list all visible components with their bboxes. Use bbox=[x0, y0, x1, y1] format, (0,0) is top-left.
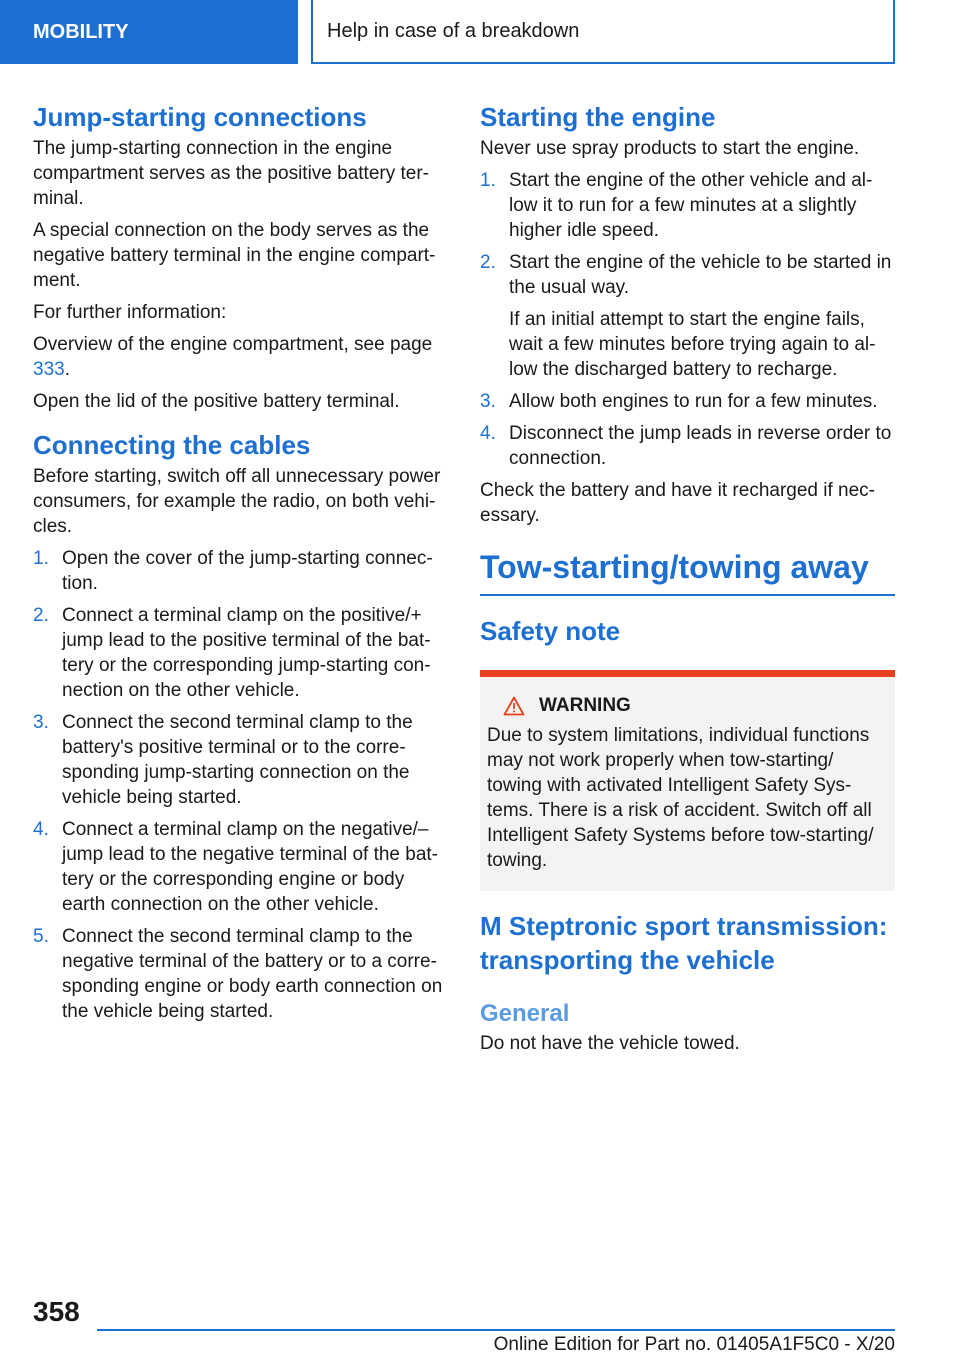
step-text: Connect a terminal clamp on the negative/– jump lead to the negative terminal of the bat‐tery or the corresponding engine or body earth connection on the other vehicle. bbox=[62, 819, 439, 915]
step-text: Open the cover of the jump-starting connec‐tion. bbox=[62, 548, 433, 594]
step-text: Connect the second terminal clamp to the negative terminal of the battery or to a corre‐sponding engine or body earth connection on the vehicle being started. bbox=[62, 926, 443, 1022]
heading-connecting-cables: Connecting the cables bbox=[33, 430, 311, 460]
step-number: 2. bbox=[33, 605, 49, 626]
warning-box bbox=[480, 670, 895, 891]
paragraph: Never use spray products to start the engine. bbox=[480, 138, 860, 159]
paragraph: Open the lid of the positive battery terminal. bbox=[33, 391, 400, 412]
paragraph: Check the battery and have it recharged if nec‐essary. bbox=[480, 480, 876, 526]
right-column bbox=[480, 100, 895, 1063]
step-text: Start the engine of the vehicle to be started in the usual way. bbox=[509, 252, 892, 298]
list-item bbox=[480, 168, 895, 243]
section-tab bbox=[0, 0, 298, 64]
paragraph-reference bbox=[33, 332, 448, 382]
paragraph: Do not have the vehicle towed. bbox=[480, 1033, 740, 1054]
step-number: 5. bbox=[33, 926, 49, 947]
step-number: 3. bbox=[33, 712, 49, 733]
reference-end: . bbox=[64, 359, 70, 380]
page-link[interactable]: 333 bbox=[33, 359, 65, 380]
list-item bbox=[33, 546, 448, 596]
list-item bbox=[33, 924, 448, 1024]
step-number: 1. bbox=[480, 170, 496, 191]
warning-header bbox=[503, 695, 887, 717]
list-item bbox=[33, 603, 448, 703]
paragraph: A special connection on the body serves as the negative battery terminal in the engine compart‐ment. bbox=[33, 220, 436, 291]
chapter-title: Help in case of a breakdown bbox=[327, 19, 580, 42]
warning-text: Due to system limitations, individual functions may not work properly when tow-starting/ towing with activated Intelligent Safety Sys‐tems. There is a risk of accident. Switch off all Intelligent Safety Systems before tow-starting/ towing. bbox=[487, 725, 874, 871]
step-text: Allow both engines to run for a few minutes. bbox=[509, 391, 878, 412]
page-number: 358 bbox=[33, 1296, 80, 1327]
step-text: Disconnect the jump leads in reverse order to connection. bbox=[509, 423, 892, 469]
step-number: 1. bbox=[33, 548, 49, 569]
heading-safety-note: Safety note bbox=[480, 616, 621, 646]
heading-m-steptronic: M Steptronic sport transmission: transporting the vehicle bbox=[480, 911, 888, 975]
heading-jump-starting-connections: Jump-starting connections bbox=[33, 102, 367, 132]
step-note: If an initial attempt to start the engine fails, wait a few minutes before trying again to al‐low the discharged battery to recharge. bbox=[509, 309, 876, 380]
step-text: Connect the second terminal clamp to the battery's positive terminal or to the corre‐sponding jump-starting connection on the vehicle being started. bbox=[62, 712, 413, 808]
step-number: 4. bbox=[33, 819, 49, 840]
heading-tow-starting: Tow-starting/towing away bbox=[480, 546, 895, 596]
list-item bbox=[480, 421, 895, 471]
heading-starting-engine: Starting the engine bbox=[480, 102, 716, 132]
heading-general: General bbox=[480, 1000, 570, 1027]
paragraph: The jump-starting connection in the engine compartment serves as the positive battery ter‐minal. bbox=[33, 138, 429, 209]
step-text: Start the engine of the other vehicle and al‐low it to run for a few minutes at a slightly higher idle speed. bbox=[509, 170, 873, 241]
engine-steps-list bbox=[480, 168, 895, 471]
list-item bbox=[480, 250, 895, 382]
paragraph: Before starting, switch off all unnecessary power consumers, for example the radio, on both vehi‐cles. bbox=[33, 466, 441, 537]
step-number: 2. bbox=[480, 252, 496, 273]
left-column bbox=[33, 100, 448, 1031]
warning-label: WARNING bbox=[539, 695, 631, 716]
list-item bbox=[480, 389, 895, 414]
step-number: 4. bbox=[480, 423, 496, 444]
warning-triangle-icon bbox=[503, 696, 525, 716]
paragraph: For further information: bbox=[33, 302, 227, 323]
cable-steps-list bbox=[33, 546, 448, 1024]
list-item bbox=[33, 817, 448, 917]
edition-note: Online Edition for Part no. 01405A1F5C0 - X/20 bbox=[493, 1334, 895, 1355]
step-text: Connect a terminal clamp on the positive/+ jump lead to the positive terminal of the bat‐tery or the corresponding jump-starting con‐nection on the other vehicle. bbox=[62, 605, 431, 701]
chapter-header bbox=[311, 0, 895, 64]
footer-divider bbox=[97, 1329, 895, 1331]
reference-text: Overview of the engine compartment, see page bbox=[33, 334, 433, 355]
step-number: 3. bbox=[480, 391, 496, 412]
section-label: MOBILITY bbox=[33, 20, 129, 43]
list-item bbox=[33, 710, 448, 810]
